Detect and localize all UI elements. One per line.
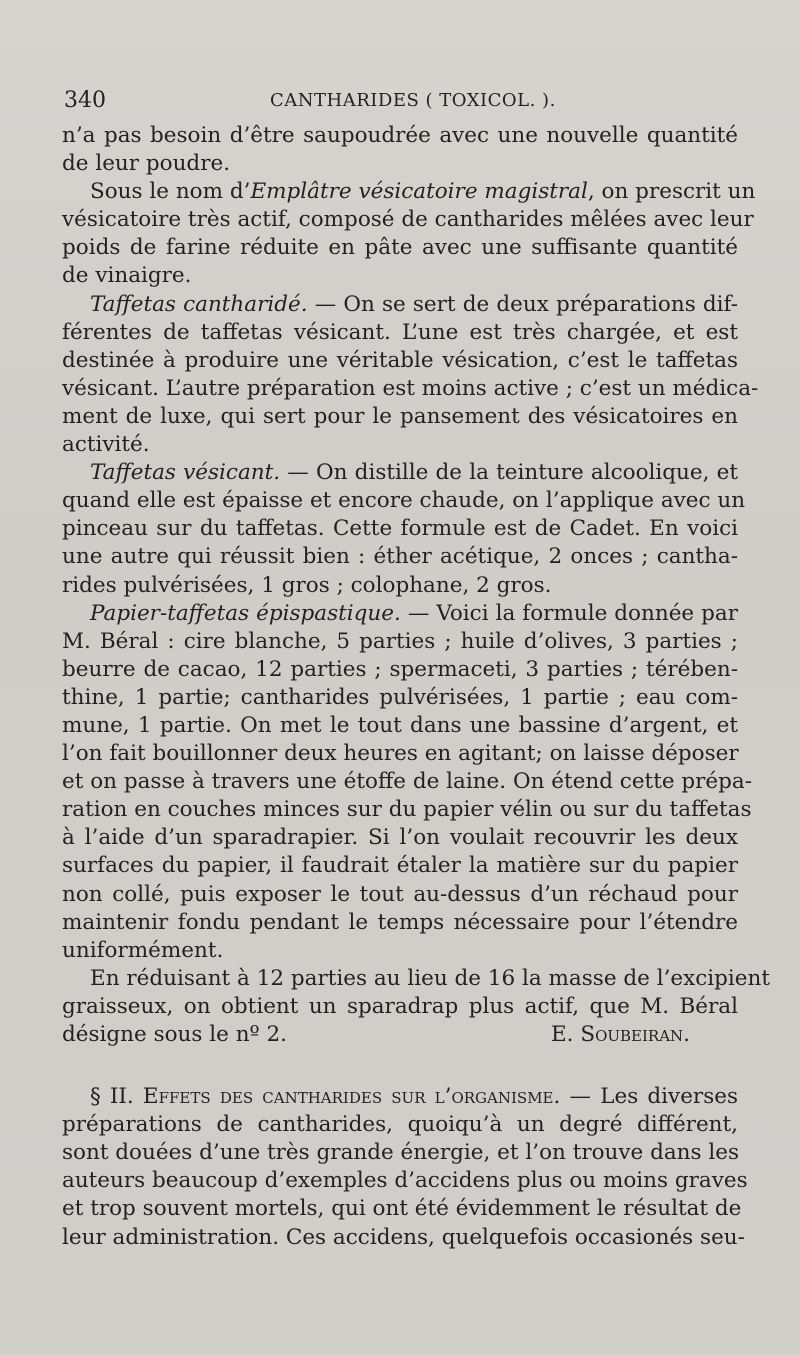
text-line: maintenir fondu pendant le temps nécessaire pour l’étendre <box>62 909 738 935</box>
text-line: vésicatoire très actif, composé de cantharides mêlées avec leur <box>62 207 754 233</box>
text-line: surfaces du papier, il faudrait étaler la matière sur du papier <box>62 853 738 879</box>
text-line: sont douées d’une très grande énergie, et l’on trouve dans les <box>62 1140 740 1166</box>
emplatre-term: Emplâtre vésicatoire magistral <box>250 179 588 205</box>
text-line: non collé, puis exposer le tout au-dessus d’un réchaud pour <box>62 881 738 907</box>
body-text <box>62 122 771 1252</box>
text-line: Taffetas vésicant. — On distille de la teinture alcoolique, et <box>90 460 739 486</box>
text-line: M. Béral : cire blanche, 5 parties ; huile d’olives, 3 parties ; <box>62 628 738 654</box>
text-line: thine, 1 partie; cantharides pulvérisées, 1 partie ; eau com- <box>62 684 738 710</box>
text-line: auteurs beaucoup d’exemples d’accidens plus ou moins graves <box>62 1168 748 1194</box>
text-line: graisseux, on obtient un sparadrap plus actif, que M. Béral <box>62 993 738 1019</box>
author-signature: E. Soubeiran. <box>550 1022 690 1047</box>
text-line: préparations de cantharides, quoiqu’à un degré différent, <box>62 1112 738 1138</box>
text-line: vésicant. L’autre préparation est moins active ; c’est un médica- <box>62 375 759 401</box>
text-line: poids de farine réduite en pâte avec une suffisante quantité <box>62 235 738 261</box>
text-line: beurre de cacao, 12 parties ; spermaceti, 3 parties ; térében- <box>62 656 738 682</box>
text-line: Taffetas cantharidé. — On se sert de deux préparations dif- <box>90 291 738 317</box>
section-heading-line: § II. Effets des cantharides sur l’organisme. — Les diverses <box>90 1084 738 1110</box>
section-gap <box>62 1049 738 1083</box>
section-term: Taffetas cantharidé. <box>90 291 308 317</box>
text-line: pinceau sur du taffetas. Cette formule est de Cadet. En voici <box>62 516 738 542</box>
text-line: n’a pas besoin d’être saupoudrée avec une nouvelle quantité <box>62 123 738 148</box>
text-line: uniformément. <box>62 937 224 963</box>
text-line: désigne sous le nº 2. E. Soubeiran. <box>62 1021 738 1049</box>
section-term: Taffetas vésicant. <box>90 460 281 486</box>
text-line: En réduisant à 12 parties au lieu de 16 la masse de l’excipient <box>90 965 771 991</box>
text-line: Sous le nom d’Emplâtre vésicatoire magistral, on prescrit un <box>90 179 756 205</box>
text-line: ration en couches minces sur du papier vélin ou sur du taffetas <box>62 797 752 823</box>
section-term: Papier-taffetas épispastique. <box>90 600 401 626</box>
text-line: une autre qui réussit bien : éther acétique, 2 onces ; cantha- <box>62 544 738 570</box>
text-line: Papier-taffetas épispastique. — Voici la formule donnée par <box>90 600 738 626</box>
text-line: férentes de taffetas vésicant. L’une est très chargée, et est <box>62 319 738 345</box>
text-line: rides pulvérisées, 1 gros ; colophane, 2 gros. <box>62 572 552 598</box>
text-line: l’on fait bouillonner deux heures en agitant; on laisse déposer <box>62 741 739 767</box>
text-line: quand elle est épaisse et encore chaude, on l’applique avec un <box>62 488 746 514</box>
text-line: de vinaigre. <box>62 263 192 289</box>
text-line: destinée à produire une véritable vésication, c’est le taffetas <box>62 347 738 373</box>
text-line: et trop souvent mortels, qui ont été évidemment le résultat de <box>62 1196 742 1222</box>
text-line: activité. <box>62 432 150 458</box>
section-heading: § II. Effets des cantharides sur l’organisme. <box>90 1084 561 1110</box>
text-line: à l’aide d’un sparadrapier. Si l’on voulait recouvrir les deux <box>62 825 738 851</box>
text-line: mune, 1 partie. On met le tout dans une bassine d’argent, et <box>62 712 738 738</box>
text-line: leur administration. Ces accidens, quelquefois occasionés seu- <box>62 1224 745 1250</box>
running-title: CANTHARIDES ( TOXICOL. ). <box>270 90 556 111</box>
page-number: 340 <box>64 88 106 113</box>
text-line: de leur poudre. <box>62 151 231 177</box>
text-line: et on passe à travers une étoffe de laine. On étend cette prépa- <box>62 769 753 795</box>
page-header <box>64 88 736 122</box>
text-line: ment de luxe, qui sert pour le pansement des vésicatoires en <box>62 403 738 429</box>
